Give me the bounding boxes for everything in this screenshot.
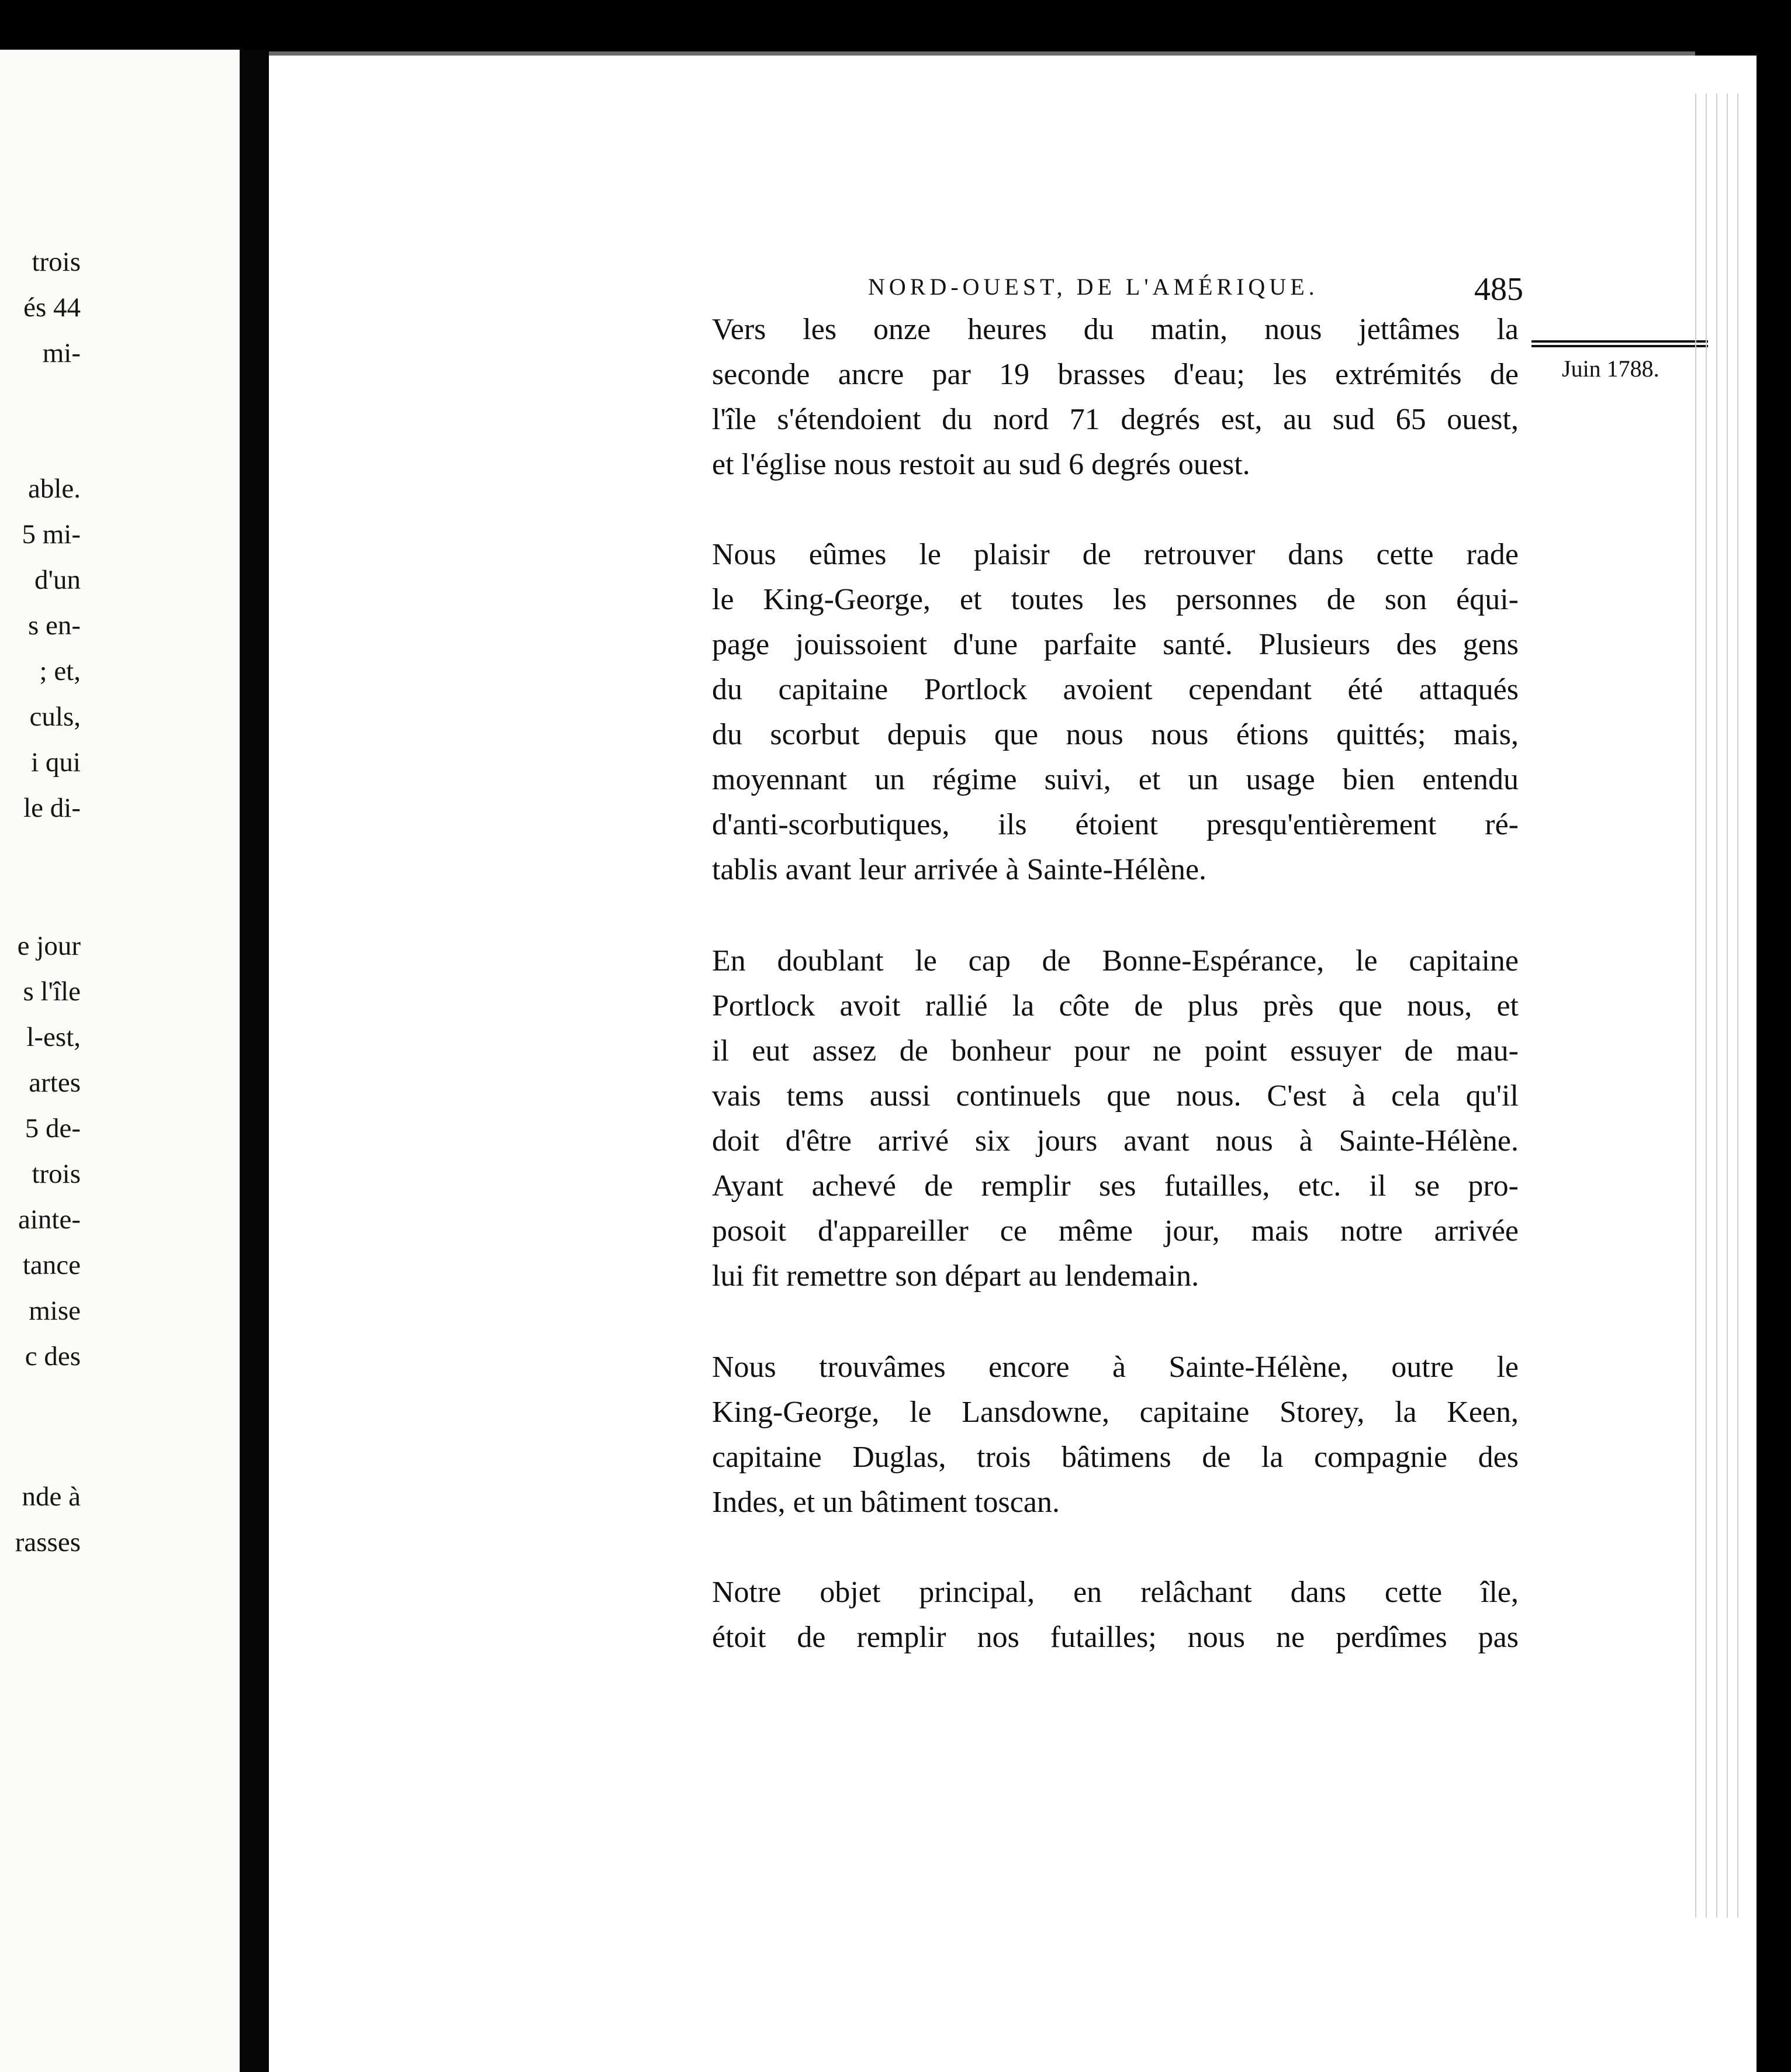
text-line: lui fit remettre son départ au lendemain.	[712, 1259, 1199, 1293]
text-line: vais tems aussi continuels que nous. C'est à cela qu'il	[712, 1079, 1519, 1113]
text-line: Vers les onze heures du matin, nous jettâmes la	[712, 313, 1519, 346]
text-line: le King-George, et toutes les personnes de son équi-	[712, 583, 1519, 616]
text-line: du scorbut depuis que nous nous étions quittés; mais,	[712, 718, 1519, 751]
text-line: Nous eûmes le plaisir de retrouver dans cette rade	[712, 538, 1519, 571]
stacked-page-edges	[1689, 94, 1754, 1918]
text-line: tablis avant leur arrivée à Sainte-Hélène.	[712, 853, 1207, 886]
left-fragment-line: tance	[22, 1250, 81, 1280]
paragraph	[712, 1345, 1519, 1525]
left-fragment-line: d'un	[34, 565, 81, 595]
left-fragment-line: i qui	[31, 747, 81, 778]
text-line: il eut assez de bonheur pour ne point essuyer de mau-	[712, 1034, 1519, 1068]
left-fragment-line: e jour	[17, 931, 81, 961]
paragraph	[712, 1570, 1519, 1660]
text-line: moyennant un régime suivi, et un usage bien entendu	[712, 763, 1519, 796]
text-line: du capitaine Portlock avoient cependant été attaqués	[712, 673, 1519, 706]
book-page	[269, 56, 1757, 2072]
previous-page-fragment	[0, 50, 240, 2072]
left-fragment-line: rasses	[15, 1527, 81, 1558]
running-head: NORD-OUEST, DE L'AMÉRIQUE.	[868, 274, 1319, 300]
paragraph	[712, 532, 1519, 892]
margin-date-note: Juin 1788.	[1562, 355, 1659, 382]
left-fragment-line: artes	[29, 1068, 81, 1098]
text-line: Nous trouvâmes encore à Sainte-Hélène, outre le	[712, 1351, 1519, 1384]
text-line: Indes, et un bâtiment toscan.	[712, 1486, 1060, 1519]
margin-double-rule	[1531, 340, 1708, 348]
left-fragment-line: s en-	[27, 610, 81, 641]
left-fragment-line: 5 mi-	[22, 519, 81, 550]
text-line: posoit d'appareiller ce même jour, mais notre arrivée	[712, 1214, 1519, 1248]
left-fragment-line: culs,	[29, 702, 81, 732]
left-fragment-line: trois	[32, 1159, 81, 1189]
text-line: l'île s'étendoient du nord 71 degrés est, au sud 65 ouest,	[712, 403, 1519, 436]
left-fragment-line: s l'île	[23, 976, 81, 1007]
left-fragment-line: able.	[27, 474, 81, 504]
paragraph	[712, 307, 1519, 487]
left-fragment-line: mise	[29, 1296, 81, 1326]
text-line: d'anti-scorbutiques, ils étoient presqu'entièrement ré-	[712, 808, 1519, 841]
text-line: Notre objet principal, en relâchant dans cette île,	[712, 1576, 1519, 1609]
paragraph	[712, 938, 1519, 1299]
text-line: et l'église nous restoit au sud 6 degrés ouest.	[712, 448, 1250, 481]
page-number: 485	[1474, 271, 1523, 308]
left-fragment-line: mi-	[42, 338, 81, 368]
text-line: capitaine Duglas, trois bâtimens de la compagnie des	[712, 1441, 1519, 1474]
left-fragment-line: trois	[32, 247, 81, 277]
left-fragment-line: ainte-	[18, 1204, 81, 1235]
text-line: étoit de remplir nos futailles; nous ne perdîmes pas	[712, 1621, 1519, 1654]
text-line: Portlock avoit rallié la côte de plus près que nous, et	[712, 989, 1519, 1023]
left-fragment-line: és 44	[23, 292, 81, 323]
left-fragment-line: l-est,	[26, 1022, 81, 1052]
left-fragment-line: ; et,	[39, 656, 81, 686]
text-line: King-George, le Lansdowne, capitaine Storey, la Keen,	[712, 1396, 1519, 1429]
text-line: seconde ancre par 19 brasses d'eau; les extrémités de	[712, 358, 1519, 391]
text-line: Ayant achevé de remplir ses futailles, etc. il se pro-	[712, 1169, 1519, 1203]
text-line: En doublant le cap de Bonne-Espérance, le capitaine	[712, 944, 1519, 978]
left-fragment-line: nde à	[22, 1482, 81, 1512]
book-gutter	[240, 50, 269, 2072]
text-line: doit d'être arrivé six jours avant nous à Sainte-Hélène.	[712, 1124, 1519, 1158]
left-fragment-line: le di-	[23, 793, 81, 823]
left-fragment-line: c des	[25, 1341, 81, 1372]
text-line: page jouissoient d'une parfaite santé. Plusieurs des gens	[712, 628, 1519, 661]
left-fragment-line: 5 de-	[25, 1113, 81, 1144]
